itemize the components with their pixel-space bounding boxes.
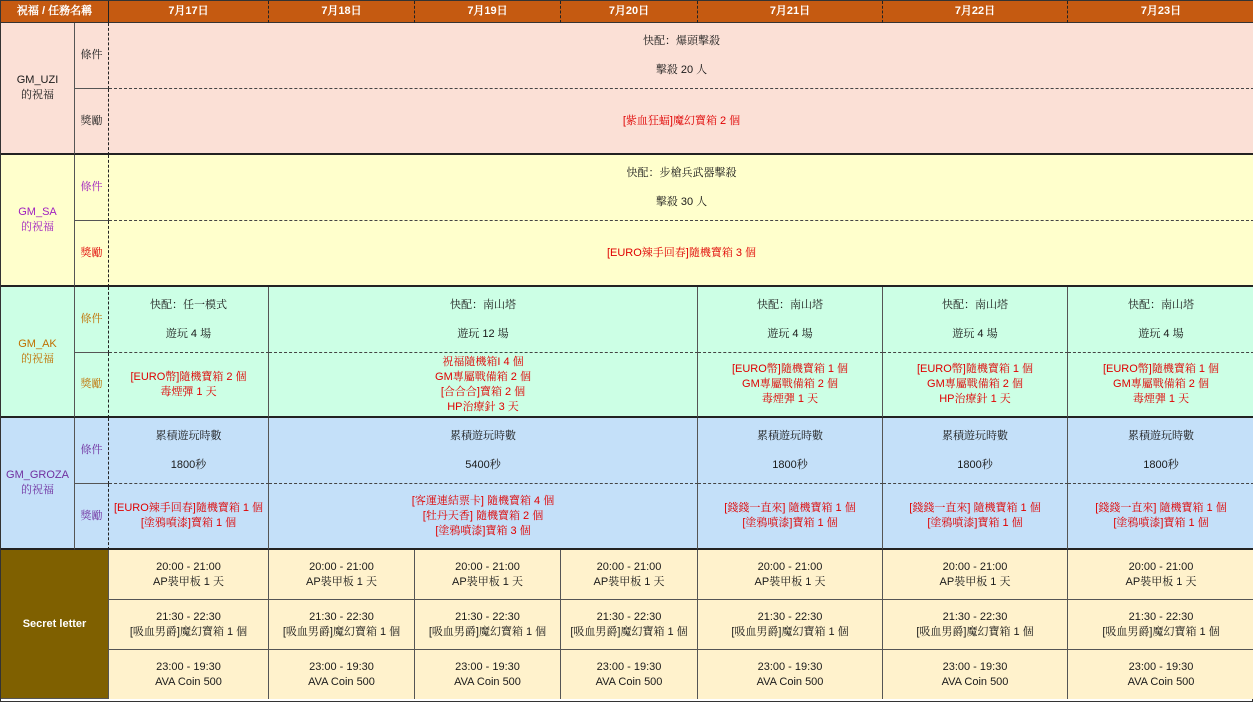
groza-condition-cell [109, 418, 269, 484]
ak-condition-goal: 遊玩 4 場 [767, 327, 813, 340]
header-date [269, 1, 415, 23]
header-task-name [1, 1, 109, 23]
secret-time: 21:30 - 22:30 [309, 610, 374, 623]
reward-line: GM專屬戰備箱 2 個 [435, 370, 531, 383]
groza-reward-cell [698, 484, 883, 550]
ak-reward-cell [269, 353, 698, 418]
reward-line: [牡丹天香] 隨機寶箱 2 個 [422, 509, 544, 522]
secret-time: 23:00 - 19:30 [596, 660, 662, 673]
secret-item: [吸血男爵]魔幻寶箱 1 個 [1102, 625, 1220, 638]
secret-item: [吸血男爵]魔幻寶箱 1 個 [129, 625, 248, 638]
sa-name: GM_SA [18, 206, 57, 218]
reward-line: [塗鴉噴漆]寶箱 1 個 [140, 517, 237, 529]
secret-item: AVA Coin 500 [308, 675, 375, 688]
secret-reward-cell [698, 600, 883, 650]
header-date-text: 7月23日 [1140, 5, 1182, 17]
ak-condition-label [75, 287, 109, 353]
uzi-name-cell [1, 23, 75, 155]
secret-reward-cell [415, 650, 561, 699]
groza-name-cell [1, 418, 75, 550]
header-date-text: 7月18日 [321, 5, 362, 17]
header-date [109, 1, 269, 23]
sa-name-suffix: 的祝福 [21, 221, 54, 233]
header-date [1068, 1, 1253, 23]
ak-condition-goal: 遊玩 4 場 [1138, 327, 1184, 340]
secret-letter-cell [1, 550, 109, 699]
secret-item: AVA Coin 500 [941, 675, 1009, 688]
secret-item: AP裝甲板 1 天 [153, 575, 224, 588]
sa-condition-label [75, 155, 109, 221]
ak-condition-mode: 快配：南山塔 [1128, 298, 1194, 311]
header-date [883, 1, 1068, 23]
groza-condition-goal: 5400秒 [465, 458, 501, 471]
reward-label-text: 獎勵 [80, 246, 103, 259]
secret-item: AP裝甲板 1 天 [939, 575, 1011, 588]
secret-item: AP裝甲板 1 天 [754, 575, 826, 588]
reward-line: GM專屬戰備箱 2 個 [927, 378, 1023, 390]
secret-time: 21:30 - 22:30 [596, 610, 662, 623]
header-date-text: 7月19日 [467, 5, 508, 17]
secret-time: 20:00 - 21:00 [1128, 560, 1194, 573]
reward-line: [塗鴉噴漆]寶箱 1 個 [927, 517, 1023, 529]
reward-label-text: 獎勵 [80, 378, 103, 390]
reward-line: [錢錢一直來] 隨機寶箱 1 個 [724, 502, 856, 514]
secret-item: [吸血男爵]魔幻寶箱 1 個 [570, 625, 688, 638]
reward-line: 毒煙彈 1 天 [1132, 393, 1190, 405]
ak-reward-cell [698, 353, 883, 418]
secret-reward-cell [1068, 600, 1253, 650]
ak-condition-mode: 快配：南山塔 [757, 298, 823, 311]
reward-line: GM專屬戰備箱 2 個 [742, 378, 838, 390]
condition-label-text: 條件 [80, 313, 103, 325]
groza-reward-label [75, 484, 109, 550]
groza-reward-cell [109, 484, 269, 550]
reward-line: [塗鴉噴漆]寶箱 1 個 [742, 517, 838, 529]
groza-reward-cell [269, 484, 698, 550]
reward-line: 祝福隨機箱I 4 個 [442, 355, 524, 368]
sa-reward-label [75, 221, 109, 287]
ak-condition-cell [698, 287, 883, 353]
secret-time: 23:00 - 19:30 [757, 660, 823, 673]
uzi-condition [109, 23, 1253, 89]
ak-name: GM_AK [18, 337, 57, 350]
secret-time: 23:00 - 19:30 [455, 660, 520, 673]
reward-line: [EURO幣]隨機寶箱 1 個 [1102, 363, 1220, 375]
secret-item: AP裝甲板 1 天 [452, 575, 523, 588]
secret-time: 21:30 - 22:30 [1128, 610, 1194, 623]
secret-time: 21:30 - 22:30 [455, 610, 520, 623]
secret-item: AP裝甲板 1 天 [593, 575, 665, 588]
secret-reward-cell [1068, 650, 1253, 699]
groza-condition-cell [1068, 418, 1253, 484]
secret-item: AVA Coin 500 [1127, 675, 1195, 688]
ak-condition-mode: 快配：南山塔 [450, 298, 516, 311]
groza-condition-mode: 累積遊玩時數 [942, 429, 1008, 442]
condition-label-text: 條件 [80, 444, 103, 456]
ak-condition-cell [883, 287, 1068, 353]
header-date [561, 1, 698, 23]
reward-line: 毒煙彈 1 天 [761, 393, 819, 405]
uzi-condition-mode: 快配：爆頭擊殺 [643, 34, 720, 47]
ak-reward-cell [1068, 353, 1253, 418]
reward-line: [EURO幣]隨機寶箱 1 個 [916, 363, 1034, 375]
secret-reward-cell [698, 650, 883, 699]
secret-reward-cell [561, 600, 698, 650]
reward-line: [塗鴉噴漆]寶箱 3 個 [435, 524, 531, 537]
reward-line: [錢錢一直來] 隨機寶箱 1 個 [909, 502, 1041, 514]
secret-item: AVA Coin 500 [454, 675, 521, 688]
secret-time: 20:00 - 21:00 [596, 560, 662, 573]
secret-time: 21:30 - 22:30 [156, 610, 221, 623]
groza-condition-mode: 累積遊玩時數 [757, 429, 823, 442]
secret-reward-cell [109, 650, 269, 699]
secret-reward-cell [109, 550, 269, 600]
secret-time: 21:30 - 22:30 [757, 610, 823, 623]
secret-item: AVA Coin 500 [595, 675, 663, 688]
secret-reward-cell [269, 600, 415, 650]
secret-item: AVA Coin 500 [756, 675, 824, 688]
groza-condition-cell [698, 418, 883, 484]
header-date-text: 7月17日 [168, 5, 209, 17]
groza-condition-mode: 累積遊玩時數 [155, 429, 222, 442]
uzi-name-suffix: 的祝福 [21, 89, 54, 101]
uzi-reward-text: [紫血狂蝠]魔幻寶箱 2 個 [622, 114, 741, 127]
groza-name-suffix: 的祝福 [21, 484, 54, 496]
reward-label-text: 獎勵 [80, 114, 103, 127]
groza-condition-goal: 1800秒 [1143, 458, 1179, 471]
reward-line: [EURO幣]隨機寶箱 1 個 [731, 363, 849, 375]
secret-item: [吸血男爵]魔幻寶箱 1 個 [916, 625, 1034, 638]
condition-label-text: 條件 [80, 181, 103, 193]
ak-name-cell [1, 287, 75, 418]
secret-reward-cell [883, 550, 1068, 600]
secret-time: 20:00 - 21:00 [309, 560, 374, 573]
condition-label-text: 條件 [80, 49, 103, 61]
ak-condition-cell [1068, 287, 1253, 353]
groza-condition-goal: 1800秒 [772, 458, 808, 471]
sa-condition-goal: 擊殺 30 人 [655, 195, 708, 208]
sa-reward [109, 221, 1253, 287]
secret-time: 23:00 - 19:30 [309, 660, 374, 673]
reward-line: [客運連結票卡] 隨機寶箱 4 個 [411, 494, 555, 507]
reward-line: [EURO幣]隨機寶箱 2 個 [130, 370, 247, 383]
header-date-text: 7月20日 [608, 5, 650, 17]
secret-item: AVA Coin 500 [155, 675, 222, 688]
secret-item: [吸血男爵]魔幻寶箱 1 個 [428, 625, 547, 638]
secret-reward-cell [561, 650, 698, 699]
reward-line: 毒煙彈 1 天 [160, 385, 217, 398]
groza-name: GM_GROZA [6, 469, 69, 481]
secret-time: 20:00 - 21:00 [942, 560, 1008, 573]
groza-condition-goal: 1800秒 [957, 458, 993, 471]
secret-letter-title: Secret letter [22, 617, 87, 630]
reward-line: GM專屬戰備箱 2 個 [1113, 378, 1209, 390]
secret-item: [吸血男爵]魔幻寶箱 1 個 [731, 625, 849, 638]
groza-condition-label [75, 418, 109, 484]
uzi-reward-label [75, 89, 109, 155]
secret-time: 23:00 - 19:30 [1128, 660, 1194, 673]
secret-time: 23:00 - 19:30 [942, 660, 1008, 673]
ak-condition-cell [269, 287, 698, 353]
uzi-reward [109, 89, 1253, 155]
reward-line: HP治療針 1 天 [939, 393, 1011, 405]
groza-condition-cell [269, 418, 698, 484]
header-task-name-text: 祝福 / 任務名稱 [16, 5, 93, 17]
secret-reward-cell [269, 550, 415, 600]
ak-condition-goal: 遊玩 4 場 [952, 327, 998, 340]
secret-reward-cell [109, 600, 269, 650]
groza-condition-goal: 1800秒 [170, 458, 207, 471]
reward-line: [錢錢一直來] 隨機寶箱 1 個 [1095, 502, 1227, 514]
reward-line: [合合合]寶箱 2 個 [440, 385, 526, 398]
secret-item: [吸血男爵]魔幻寶箱 1 個 [282, 625, 401, 638]
secret-reward-cell [883, 650, 1068, 699]
secret-time: 20:00 - 21:00 [455, 560, 520, 573]
sa-reward-text: [EURO辣手回春]隨機寶箱 3 個 [606, 246, 757, 259]
ak-reward-cell [883, 353, 1068, 418]
ak-condition-cell [109, 287, 269, 353]
secret-time: 23:00 - 19:30 [156, 660, 221, 673]
uzi-condition-label [75, 23, 109, 89]
sa-condition-mode: 快配：步槍兵武器擊殺 [626, 166, 737, 179]
sa-name-cell [1, 155, 75, 287]
groza-reward-cell [883, 484, 1068, 550]
reward-line: [EURO辣手回春]隨機寶箱 1 個 [113, 502, 264, 514]
secret-time: 20:00 - 21:00 [757, 560, 823, 573]
uzi-name: GM_UZI [16, 74, 59, 86]
secret-item: AP裝甲板 1 天 [1125, 575, 1197, 588]
groza-condition-mode: 累積遊玩時數 [450, 429, 516, 442]
secret-reward-cell [883, 600, 1068, 650]
groza-condition-cell [883, 418, 1068, 484]
uzi-condition-goal: 擊殺 20 人 [655, 63, 708, 76]
ak-condition-goal: 遊玩 12 場 [457, 327, 509, 340]
secret-reward-cell [269, 650, 415, 699]
secret-reward-cell [415, 550, 561, 600]
header-date-text: 7月21日 [769, 5, 811, 17]
ak-condition-mode: 快配：任一模式 [150, 298, 227, 311]
ak-name-suffix: 的祝福 [21, 352, 54, 365]
secret-time: 20:00 - 21:00 [156, 560, 221, 573]
header-date [415, 1, 561, 23]
ak-condition-mode: 快配：南山塔 [942, 298, 1008, 311]
secret-reward-cell [1068, 550, 1253, 600]
reward-line: [塗鴉噴漆]寶箱 1 個 [1113, 517, 1209, 529]
reward-label-text: 獎勵 [80, 509, 103, 522]
ak-reward-label [75, 353, 109, 418]
header-date [698, 1, 883, 23]
secret-item: AP裝甲板 1 天 [306, 575, 377, 588]
secret-reward-cell [698, 550, 883, 600]
header-date-text: 7月22日 [954, 5, 996, 17]
secret-reward-cell [561, 550, 698, 600]
groza-reward-cell [1068, 484, 1253, 550]
sa-condition [109, 155, 1253, 221]
ak-condition-goal: 遊玩 4 場 [165, 327, 212, 340]
secret-time: 21:30 - 22:30 [942, 610, 1008, 623]
secret-reward-cell [415, 600, 561, 650]
ak-reward-cell [109, 353, 269, 418]
reward-line: HP治療針 3 天 [447, 400, 519, 413]
groza-condition-mode: 累積遊玩時數 [1128, 429, 1194, 442]
